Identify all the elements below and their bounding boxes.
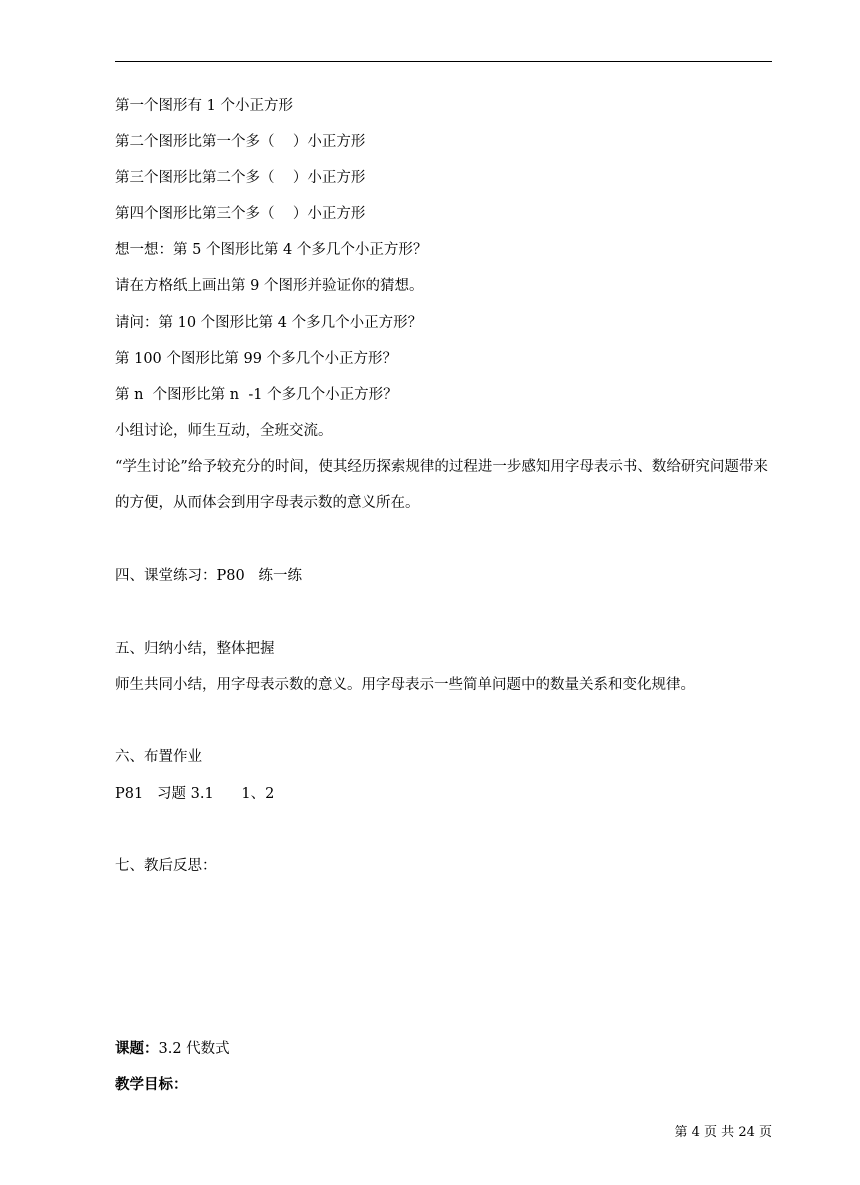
section-practice: 四、课堂练习：P80 练一练 (115, 568, 303, 584)
text-line-6: 请在方格纸上画出第 9 个图形并验证你的猜想。 (115, 278, 424, 294)
text-line-4: 第四个图形比第三个多（ ）小正方形 (115, 206, 366, 222)
text-line-1: 第一个图形有 1 个小正方形 (115, 98, 293, 114)
page-number: 第 4 页 共 24 页 (674, 1125, 772, 1140)
section-homework-body: P81 习题 3.1 1、2 (115, 786, 275, 802)
discussion-paragraph: “学生讨论”给予较充分的时间，使其经历探索规律的过程进一步感知用字母表示书、数给研究问题带来的方便，从而体会到用字母表示数的意义所在。 (115, 459, 768, 511)
text-line-7: 请问：第 10 个图形比第 4 个多几个小正方形？ (115, 315, 423, 331)
lesson-topic-label: 课题： (115, 1040, 159, 1057)
lesson-goals-label: 教学目标： (115, 1076, 188, 1093)
section-summary-title: 五、归纳小结，整体把握 (115, 641, 275, 657)
lesson-topic (115, 1040, 230, 1058)
text-line-5: 想一想：第 5 个图形比第 4 个多几个小正方形？ (115, 242, 428, 258)
section-summary-body: 师生共同小结，用字母表示数的意义。用字母表示一些简单问题中的数量关系和变化规律。 (115, 677, 695, 693)
text-line-2: 第二个图形比第一个多（ ）小正方形 (115, 134, 366, 150)
text-line-10: 小组讨论，师生互动，全班交流。 (115, 423, 333, 439)
section-reflection-title: 七、教后反思： (115, 858, 217, 874)
text-line-9: 第 n 个图形比第 n -1 个多几个小正方形？ (115, 387, 398, 403)
text-line-3: 第三个图形比第二个多（ ）小正方形 (115, 170, 366, 186)
section-homework-title: 六、布置作业 (115, 749, 202, 765)
lesson-topic-value: 3.2 代数式 (158, 1041, 230, 1057)
header-rule (115, 61, 772, 62)
text-line-8: 第 100 个图形比第 99 个多几个小正方形？ (115, 351, 398, 367)
